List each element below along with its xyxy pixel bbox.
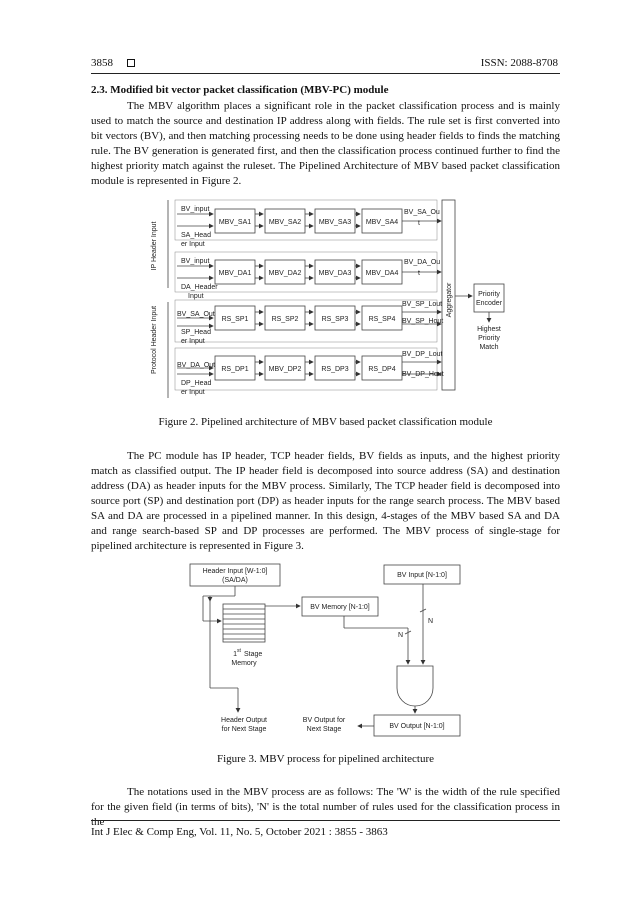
bv-memory-label: BV Memory [N-1:0] — [310, 604, 370, 611]
bv-output-next-label-2: Next Stage — [306, 726, 342, 733]
highest-priority-label-3: Match — [479, 344, 499, 351]
ip-header-input-label: IP Header Input — [151, 221, 158, 271]
section-heading: 2.3. Modified bit vector packet classification (MBV-PC) module — [91, 84, 389, 96]
stage-memory-label-1: Stage — [244, 651, 263, 658]
n-label-2: N — [428, 618, 434, 625]
row3-output-1: BV_SP_Lout — [402, 301, 443, 308]
stage-memory-label-2: Memory — [231, 660, 257, 667]
stage-rs-dp1: RS_DP1 — [221, 366, 249, 373]
protocol-header-input-label: Protocol Header Input — [151, 305, 158, 375]
stage-rs-sp2: RS_SP2 — [271, 316, 299, 323]
row1-header-input-2: er Input — [181, 241, 205, 248]
row2-bv-input: BV_input — [181, 258, 210, 265]
stage-rs-sp3: RS_SP3 — [321, 316, 349, 323]
stage-rs-dp4: RS_DP4 — [368, 366, 396, 373]
row1-header-input-1: SA_Head — [181, 232, 211, 239]
stage-mbv-sa3: MBV_SA3 — [318, 219, 352, 226]
stage-mbv-da3: MBV_DA3 — [318, 270, 352, 277]
aggregator-label: Aggregator — [446, 282, 453, 318]
bv-output-label: BV Output [N-1:0] — [389, 723, 445, 730]
figure-2-caption: Figure 2. Pipelined architecture of MBV based packet classification module — [158, 416, 493, 428]
highest-priority-label-1: Highest — [477, 326, 501, 333]
priority-encoder-label-1: Priority — [478, 291, 500, 298]
figure-3-caption: Figure 3. MBV process for pipelined architecture — [217, 753, 434, 765]
row1-output-1: BV_SA_Ou — [404, 209, 440, 216]
row2-header-input-1: DA_Header — [181, 284, 218, 291]
stage-mbv-da2: MBV_DA2 — [268, 270, 302, 277]
row3-bv-input: BV_SA_Out — [177, 311, 215, 318]
stage-mbv-da4: MBV_DA4 — [365, 270, 399, 277]
row2-output-2: t — [418, 270, 420, 277]
stage-memory-sup: st — [237, 648, 241, 654]
row1-bv-input: BV_input — [181, 206, 210, 213]
n-label-1: N — [398, 632, 404, 639]
row4-output-2: BV_DP_Hout — [402, 371, 444, 378]
stage-memory-number: 1 — [233, 651, 237, 658]
stage-mbv-dp2: MBV_DP2 — [268, 366, 302, 373]
paragraph-3 — [91, 785, 560, 830]
stage-mbv-sa4: MBV_SA4 — [365, 219, 399, 226]
paragraph-3-text: The notations used in the MBV process are as follows: The 'W' is the width of the rule specified for the given field (in terms of bits), 'N' is the total number of rules used for the classification process in the — [91, 786, 560, 828]
stage-mbv-sa2: MBV_SA2 — [268, 219, 302, 226]
stage-rs-sp1: RS_SP1 — [221, 316, 249, 323]
header-output-label-2: for Next Stage — [221, 726, 267, 733]
row4-header-input-2: er Input — [181, 389, 205, 396]
row3-header-input-1: SP_Head — [181, 329, 211, 336]
row4-output-1: BV_DP_Lout — [402, 351, 443, 358]
row4-bv-input: BV_DA_Out — [177, 362, 216, 369]
stage-rs-dp3: RS_DP3 — [321, 366, 349, 373]
priority-encoder-label-2: Encoder — [475, 300, 503, 307]
footer-citation: Int J Elec & Comp Eng, Vol. 11, No. 5, October 2021 : 3855 - 3863 — [91, 826, 388, 838]
row2-header-input-2: Input — [188, 293, 204, 300]
issn-label: ISSN: 2088-8708 — [480, 57, 558, 69]
page-number: 3858 — [91, 57, 113, 69]
paragraph-1-text: The MBV algorithm places a significant role in the packet classification process and is mainly used to match the source and destination IP address along with fields. The rule set is first converted into bit vectors (BV), and then matching processing needs to be done using header fields to finds the matching rule. The BV generation is generated first, and then the classification process continued further to find the highest priority match against the ruleset. The Pipelined Architecture of MBV based packet classification module is represented in Figure 2. — [91, 100, 560, 187]
row4-header-input-1: DP_Head — [181, 380, 212, 387]
row3-header-input-2: er Input — [181, 338, 205, 345]
stage-rs-sp4: RS_SP4 — [368, 316, 396, 323]
header-output-label-1: Header Output — [221, 717, 267, 724]
highest-priority-label-2: Priority — [478, 335, 500, 342]
footer-rule — [91, 820, 560, 821]
header-input-label-2: (SA/DA) — [222, 577, 248, 584]
stage-mbv-sa1: MBV_SA1 — [218, 219, 252, 226]
bv-input-label: BV Input [N-1:0] — [397, 572, 447, 579]
bv-output-next-label-1: BV Output for — [302, 717, 346, 724]
header-input-label-1: Header Input [W-1:0] — [202, 568, 268, 575]
row2-output-1: BV_DA_Ou — [404, 259, 441, 266]
stage-mbv-da1: MBV_DA1 — [218, 270, 252, 277]
row1-output-2: t — [418, 220, 420, 227]
row3-output-2: BV_SP_Hout — [402, 318, 444, 325]
paragraph-2-text: The PC module has IP header, TCP header fields, BV fields as inputs, and the highest priority match as classified output. The IP header field is decomposed into source address (SA) and destination address (DA) as header inputs for the MBV process. Similarly, The TCP header field is decomposed into source port (SP) and destination port (DP) as header inputs for the range search process. The MBV based SA and DA are processed in a pipelined manner. In this design, 4-stages of the MBV based SA and DA and range search-based SP and DP processes are performed. The MBV process of single-stage for pipelined architecture is represented in Figure 3. — [91, 450, 560, 552]
